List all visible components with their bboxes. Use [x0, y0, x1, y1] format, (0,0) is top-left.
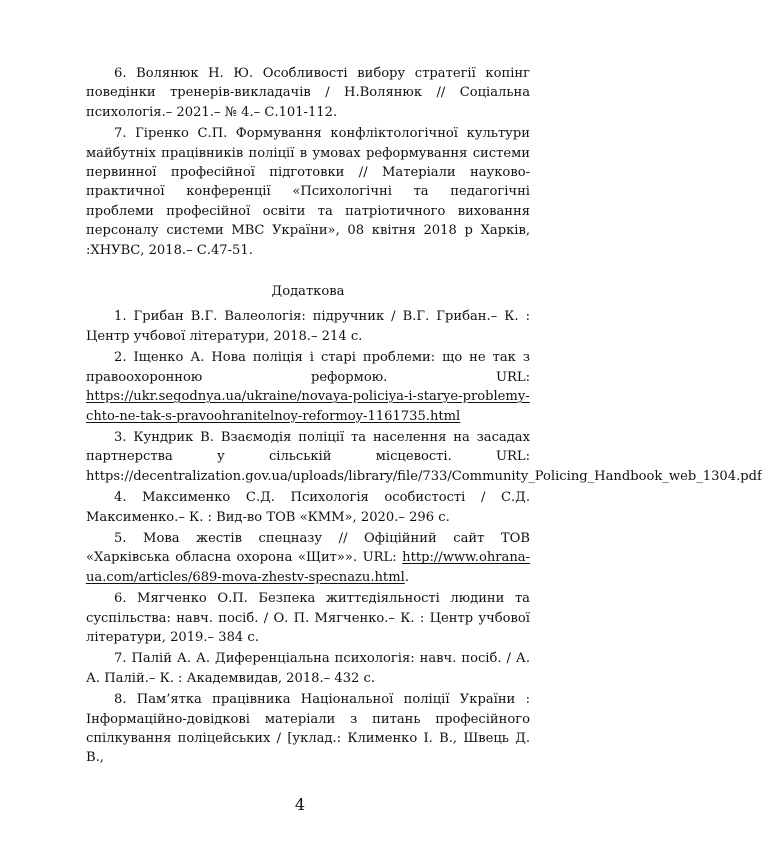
reference-entry: 3. Кундрик В. Взаємодія поліції та населення на засадах партнерства у сільській місцевості. URL: https://decentralization.gov.ua/uploads/library/file/733/Community_Policing_Handbook_web_1304.pdf: [86, 429, 762, 484]
reference-entry: 6. Волянюк Н. Ю. Особливості вибору стратегії копінг поведінки тренерів-викладачів / Н.Волянюк // Соціальна психологія.– 2021.– № 4.– С.101-112.: [86, 66, 530, 120]
reference-entry: 4. Максименко С.Д. Психологія особистості / С.Д. Максименко.– К. : Вид-во ТОВ «КММ», 2020.– 296 с.: [86, 490, 530, 525]
additional-references: [86, 307, 762, 767]
section-heading: Додаткова: [271, 284, 345, 300]
reference-entry: [86, 348, 530, 426]
reference-entry: 8. Пам’ятка працівника Національної поліції України : Інформаційно-довідкові матеріали з питань професійного спілкування поліцейських / [уклад.: Клименко І. В., Швець Д. В.,: [86, 692, 530, 766]
page-number: 4: [294, 795, 306, 814]
reference-entry: 1. Грибан В.Г. Валеологія: підручник / В.Г. Грибан.– К. : Центр учбової літератури, 2018.– 214 с.: [86, 309, 530, 344]
reference-link[interactable]: http://www.ohrana-ua.com/articles/689-mova-zhestv-specnazu.html: [86, 550, 530, 585]
main-references: [86, 64, 530, 260]
reference-entry: 6. Мягченко О.П. Безпека життєдіяльності людини та суспільства: навч. посіб. / О. П. Мягченко.– К. : Центр учбової літератури, 2019.– 384 с.: [86, 591, 530, 645]
reference-suffix: .: [404, 569, 409, 585]
reference-entry: 7. Палій А. А. Диференціальна психологія: навч. посіб. / А. А. Палій.– К. : Академвидав, 2018.– 432 с.: [86, 651, 530, 686]
reference-entry: 7. Гіренко С.П. Формування конфліктологічної культури майбутніх працівників поліції в умовах реформування системи первинної професійної підготовки // Матеріали науково-практичної конференції «Психологічні та педагогічні проблеми професійної освіти та патріотичного виховання персоналу системи МВС України», 08 квітня 2018 р Харків, :ХНУВС, 2018.– С.47-51.: [86, 126, 530, 258]
reference-text: 5. Мова жестів спецназу // Офіційний сайт ТОВ «Харківська обласна охорона «Щит»». URL:: [86, 530, 530, 566]
reference-entry: [86, 529, 530, 587]
reference-text: 2. Іщенко А. Нова поліція і старі проблеми: що не так з правоохоронною реформою. URL:: [86, 350, 530, 385]
reference-link[interactable]: https://ukr.segodnya.ua/ukraine/novaya-policiya-i-starye-problemy-chto-ne-tak-s-pravoohranitelnoy-reformoy-1161735.html: [86, 389, 530, 424]
